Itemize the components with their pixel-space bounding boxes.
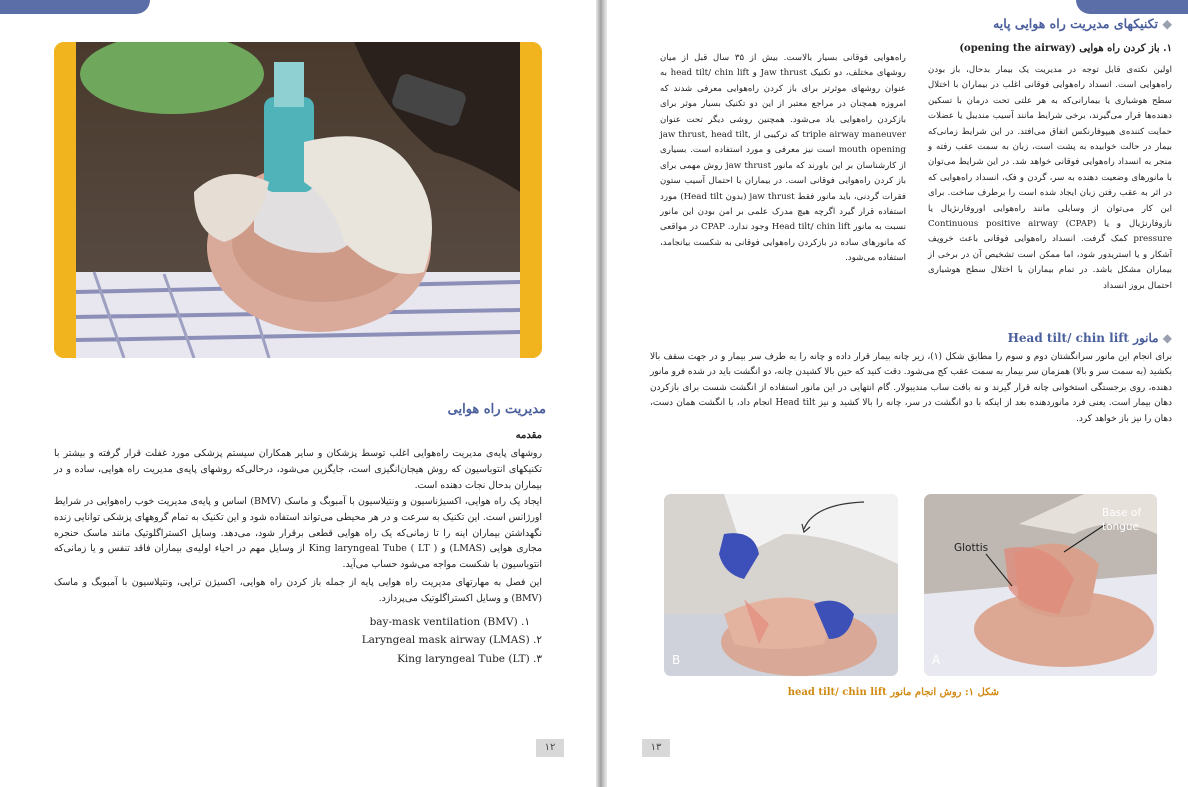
figure-label-base-of: Base of — [1102, 507, 1142, 519]
list-item: King laryngeal Tube (LT) .۳ — [397, 653, 542, 665]
maneuver-title — [872, 331, 1172, 345]
figure-label-a: A — [932, 653, 941, 667]
column-left-text: راه‌هوایی فوقانی بسیار بالاست. بیش از ۳۵ سال قبل از میان روشهای مختلف، دو تکنیک Jaw thrust و head tilt/ chin lift به عنوان روشهای موثرتر برای باز کردن راه‌هوایی معرفی شدند که امروزه همچنان در مراجع معتبر از این دو تکنیک بسیار موثر برای بازکردن راه‌هوایی یاد می‌شود. همچنین روشی دیگر تحت عنوان triple airway maneuver که ترکیبی از jaw thrust, head tilt, mouth opening است نیز معرفی و مورد استفاده است. بسیاری از کارشناسان بر این باورند که مانور jaw thrust روش مهمی برای باز کردن راه‌هوایی فوقانی است. در بیماران با احتمال آسیب ستون فقرات گردنی، باید مانور فقط jaw thrust (بدون Head tilt) مورد استفاده قرار گیرد اگرچه هیچ مدرک علمی بر امن بودن این مانور نسبت به مانور Head tilt/ chin lift وجود ندارد. CPAP در مواقعی که مانورهای ساده در بازکردن راه‌هوایی فوقانی به شکست بیانجامد، استفاده می‌شود. — [660, 53, 907, 264]
subheading-opening-airway: ۱. باز کردن راه هوایی (opening the airway) — [959, 43, 1172, 54]
maneuver-paragraph: برای انجام این مانور سرانگشتان دوم و سوم را مطابق شکل (۱)، زیر چانه بیمار قرار داده و چانه را به طرف سر بیمار و در جهت سقف بالا بکشید (به سمت سر و بالا) همزمان سر بیمار به سمت عقب کج می‌شود. دقت کنید که حین بالا کشیدن چانه، دو انگشت باید در شده فرو مانور دهنده، روی برجستگی استخوانی چانه قرار گیرند و نه بافت ساب مندیبولار. گام انتهایی در این مانور استفاده از انگشت شست برای بازکردن دهان بیمار است. یعنی فرد مانوردهنده بعد از اینکه با دو انگشت در سر، چانه را بالا کشید و نیز Head tilt انجام داد، با انگشت همان دست، دهان را نیز باز خواهد کرد. — [650, 352, 1172, 424]
intro-paragraph-1: روشهای پایه‌ی مدیریت راه‌هوایی اغلب توسط پزشکان و سایر همکاران سیستم پزشکی مورد غفلت قرار گرفته و بیشتر با تکنیکهای انتوباسیون که روش هیجان‌انگیزی است، جایگزین می‌شود، درحالی‌که روشهای پایه‌ی مدیریت راه هوایی، ساده و در بیماران بدحال نجات دهنده است. — [54, 448, 542, 491]
figure-panel-b — [664, 494, 898, 676]
figure-label-glottis: Glottis — [954, 542, 989, 554]
list-item: bay-mask ventilation (BMV) .۱ — [369, 616, 530, 628]
page-number-left: ۱۲ — [536, 739, 564, 757]
intro-paragraph-3: این فصل به مهارتهای مدیریت راه هوایی پایه از جمله باز کردن راه هوایی، اکسیژن تراپی، ونتیلاسیون با آمبوبگ و ماسک (BMV) و وسایل اکستراگلوتیک می‌پردازد. — [54, 577, 542, 604]
page-corner-tab — [1076, 0, 1188, 14]
book-gutter — [596, 0, 607, 787]
bag-mask-ventilation-photo — [54, 42, 542, 358]
section-title: مدیریت راه هوایی — [447, 402, 546, 417]
intro-heading: مقدمه — [515, 430, 542, 441]
section-title-text: تکنیکهای مدیریت راه هوایی پایه — [993, 16, 1159, 31]
column-right-text: اولین نکته‌ی قابل توجه در مدیریت یک بیمار بدحال، باز بودن راه‌هوایی است. انسداد راه‌هوایی فوقانی اغلب در بیماران با اختلال سطح هوشیاری یا بیمارانی‌که به هر علتی تحت درمان با تسکین دهنده‌ها قرار می‌گیرند، برخی شرایط مانند آسیب مندیبل یا عضلات حمایت کننده‌ی هیپوفارنکس اتفاق می‌افتد. در این شرایط زمانی‌که بیمار در حالت خوابیده به پشت است، زبان به سمت عقب رفته و منجر به انسداد راه‌هوایی فوقانی خواهد شد. در این شرایط می‌توان با مانورهای وضعیت دهنده به سر، گردن و فک، انسداد راه‌هوایی که در اثر به عقب رفتن زبان ایجاد شده است را برطرف ساخت. برای این کار می‌توان از وسایلی مانند راه‌هوایی اوروفارنژیال یا نازوفارنژیال و یا (CPAP) Continuous positive airway pressure کمک گرفت. انسداد راه‌هوایی فوقانی باعث خروپف آشکار و یا استریدور شود، اما ممکن است تشخیص آن در برخی از بیماران مشکل باشد. در تمام بیماران با اختلال سطح هوشیاری احتمال بروز انسداد — [928, 65, 1172, 291]
figure-caption: شکل ۱: روش انجام مانور head tilt/ chin lift — [787, 687, 999, 698]
diamond-bullet-icon: ◆ — [1158, 331, 1172, 345]
figure-panel-a — [924, 494, 1157, 676]
diamond-bullet-icon: ◆ — [1158, 16, 1172, 31]
figure-label-b: B — [672, 653, 681, 667]
figure-label-tongue: tongue — [1102, 521, 1139, 533]
page-corner-tab — [0, 0, 150, 14]
right-page — [607, 0, 1188, 787]
section-title — [812, 16, 1172, 31]
maneuver-title-text: مانور Head tilt/ chin lift — [1007, 331, 1159, 345]
list-item: Laryngeal mask airway (LMAS) .۲ — [361, 634, 542, 646]
page-number-right: ۱۳ — [642, 739, 670, 757]
intro-paragraph-2: ایجاد یک راه هوایی، اکسیژناسیون و ونتیلاسیون با آمبوبگ و ماسک (BMV) اساس و پایه‌ی مدیریت خوب راه‌هوایی در شرایط اورژانس است. این تکنیک به سرعت و در هر محیطی می‌تواند استفاده شود و این تکنیک به تمام گروههای پزشکی توانایی زنده نگهداشتن بیماران اینه را تا زمانی‌که یک راه هوایی قطعی برقرار شود، می‌دهد. وسایل اکستراگلوتیک مانند ماسک حنجره مجاری هوایی (LMAS) و ( King laryngeal Tube ( LT از وسایل مهم در احیاء اولیه‌ی بیماران فاقد تنفس و یا زمانی‌که انتوباسیون با شکست مواجه می‌شود حساب می‌آید. — [54, 496, 542, 571]
